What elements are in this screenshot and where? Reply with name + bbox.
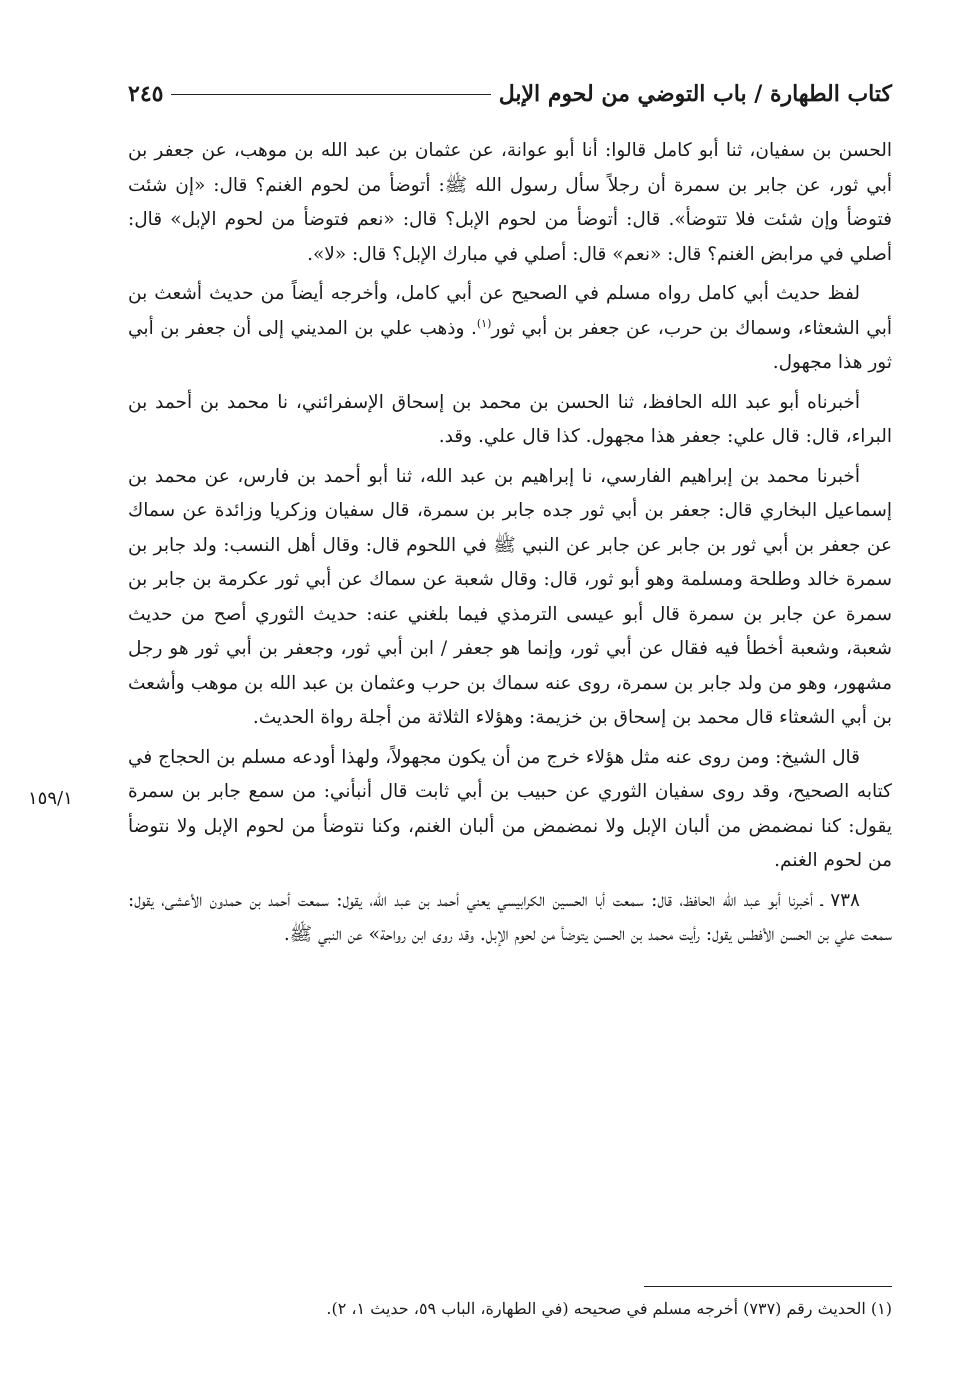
footnote: (١) الحديث رقم (٧٣٧) أخرجه مسلم في صحيحه (في الطهارة، الباب ٥٩، حديث ١، ٢).: [326, 1299, 892, 1318]
header-rule: [171, 94, 490, 95]
footnote-rule: [644, 1286, 892, 1287]
running-header: [128, 76, 892, 112]
paragraph-text: الحسن بن سفيان، ثنا أبو كامل قالوا: أنا أبو عوانة، عن عثمان بن عبد الله بن موهب، عن جعفر بن أبي ثور، عن جابر بن سمرة أن رجلاً سأل رسول الله ﷺ: أتوضأ من لحوم الغنم؟ قال: «إن شئت فتوضأ وإن شئت فلا تتوضأ». قال: أتوضأ من لحوم الإبل؟ قال: «نعم فتوضأ من لحوم الإبل» قال: أصلي في مرابض الغنم؟ قال: «نعم» قال: أصلي في مبارك الإبل؟ قال: «لا».: [128, 140, 892, 265]
paragraph: [128, 741, 892, 879]
main-text: [128, 134, 892, 958]
paragraph-text: لفظ حديث أبي كامل رواه مسلم في الصحيح عن أبي كامل، وأخرجه أيضاً من حديث أشعث بن أبي الشعثاء، وسماك بن حرب، عن جعفر بن أبي ثور: [128, 283, 892, 339]
margin-reference: ١٥٩/١: [28, 788, 73, 809]
page-number: ٢٤٥: [128, 81, 164, 107]
paragraph-text: ٧٣٨ ـ أخبرنا أبو عبد الله الحافظ، قال: سمعت أبا الحسين الكرابيسي يعني أحمد بن عبد الله، يقول: سمعت أحمد بن حمدون الأعشى، يقول: سمعت علي بن الحسن الأفطس يقول: رأيت محمد بن الحسن يتوضأ من لحوم الإبل. وقد روى ابن رواحة» عن النبي ﷺ.: [128, 889, 892, 945]
header-title: كتاب الطهارة / باب التوضي من لحوم الإبل: [498, 81, 892, 107]
paragraph-text: أخبرنا محمد بن إبراهيم الفارسي، نا إبراهيم بن عبد الله، ثنا أبو أحمد بن فارس، عن محمد بن إسماعيل البخاري قال: جعفر بن أبي ثور جده جابر بن سمرة، قال سفيان وزكريا وزائدة عن سماك عن جعفر بن أبي ثور بن جابر عن جابر عن النبي ﷺ في اللحوم قال: وقال أهل النسب: ولد جابر بن سمرة خالد وطلحة ومسلمة وهو أبو ثور، قال: وقال شعبة عن سماك عن أبي ثور عكرمة بن جابر بن سمرة عن جابر بن سمرة قال أبو عيسى الترمذي فيما بلغني عنه: حديث الثوري أصح من حديث شعبة، وشعبة أخطأ فيه فقال عن أبي ثور، وإنما هو جعفر / ابن أبي ثور، وجعفر بن أبي ثور هو رجل مشهور، وهو من ولد جابر بن سمرة، روى عنه سماك بن حرب وعثمان بن عبد الله بن موهب وأشعث بن أبي الشعثاء قال محمد بن إسحاق بن خزيمة: وهؤلاء الثلاثة من أجلة رواة الحديث.: [128, 465, 892, 728]
paragraph: [128, 277, 892, 381]
paragraph: [128, 386, 892, 455]
paragraph-text: قال الشيخ: ومن روى عنه مثل هؤلاء خرج من أن يكون مجهولاً، ولهذا أودعه مسلم بن الحجاج في كتابه الصحيح، وقد روى سفيان الثوري عن حبيب بن أبي ثابت قال أنبأني: من سمع جابر بن سمرة يقول: كنا نمضمض من ألبان الإبل ولا نمضمض من ألبان الغنم، وكنا نتوضأ من لحوم الإبل ولا نتوضأ من لحوم الغنم.: [128, 746, 892, 871]
paragraph-text: . وذهب علي بن المديني إلى أن جعفر بن أبي ثور هذا مجهول.: [128, 317, 892, 373]
paragraph: [128, 460, 892, 736]
paragraph: [128, 134, 892, 272]
paragraph-text: أخبرناه أبو عبد الله الحافظ، ثنا الحسن بن محمد بن إسحاق الإسفرائني، نا محمد بن أحمد بن البراء، قال: قال علي: جعفر هذا مجهول. كذا قال علي. وقد.: [128, 391, 892, 447]
paragraph: [128, 884, 892, 953]
footnote-marker: (١): [476, 316, 492, 330]
